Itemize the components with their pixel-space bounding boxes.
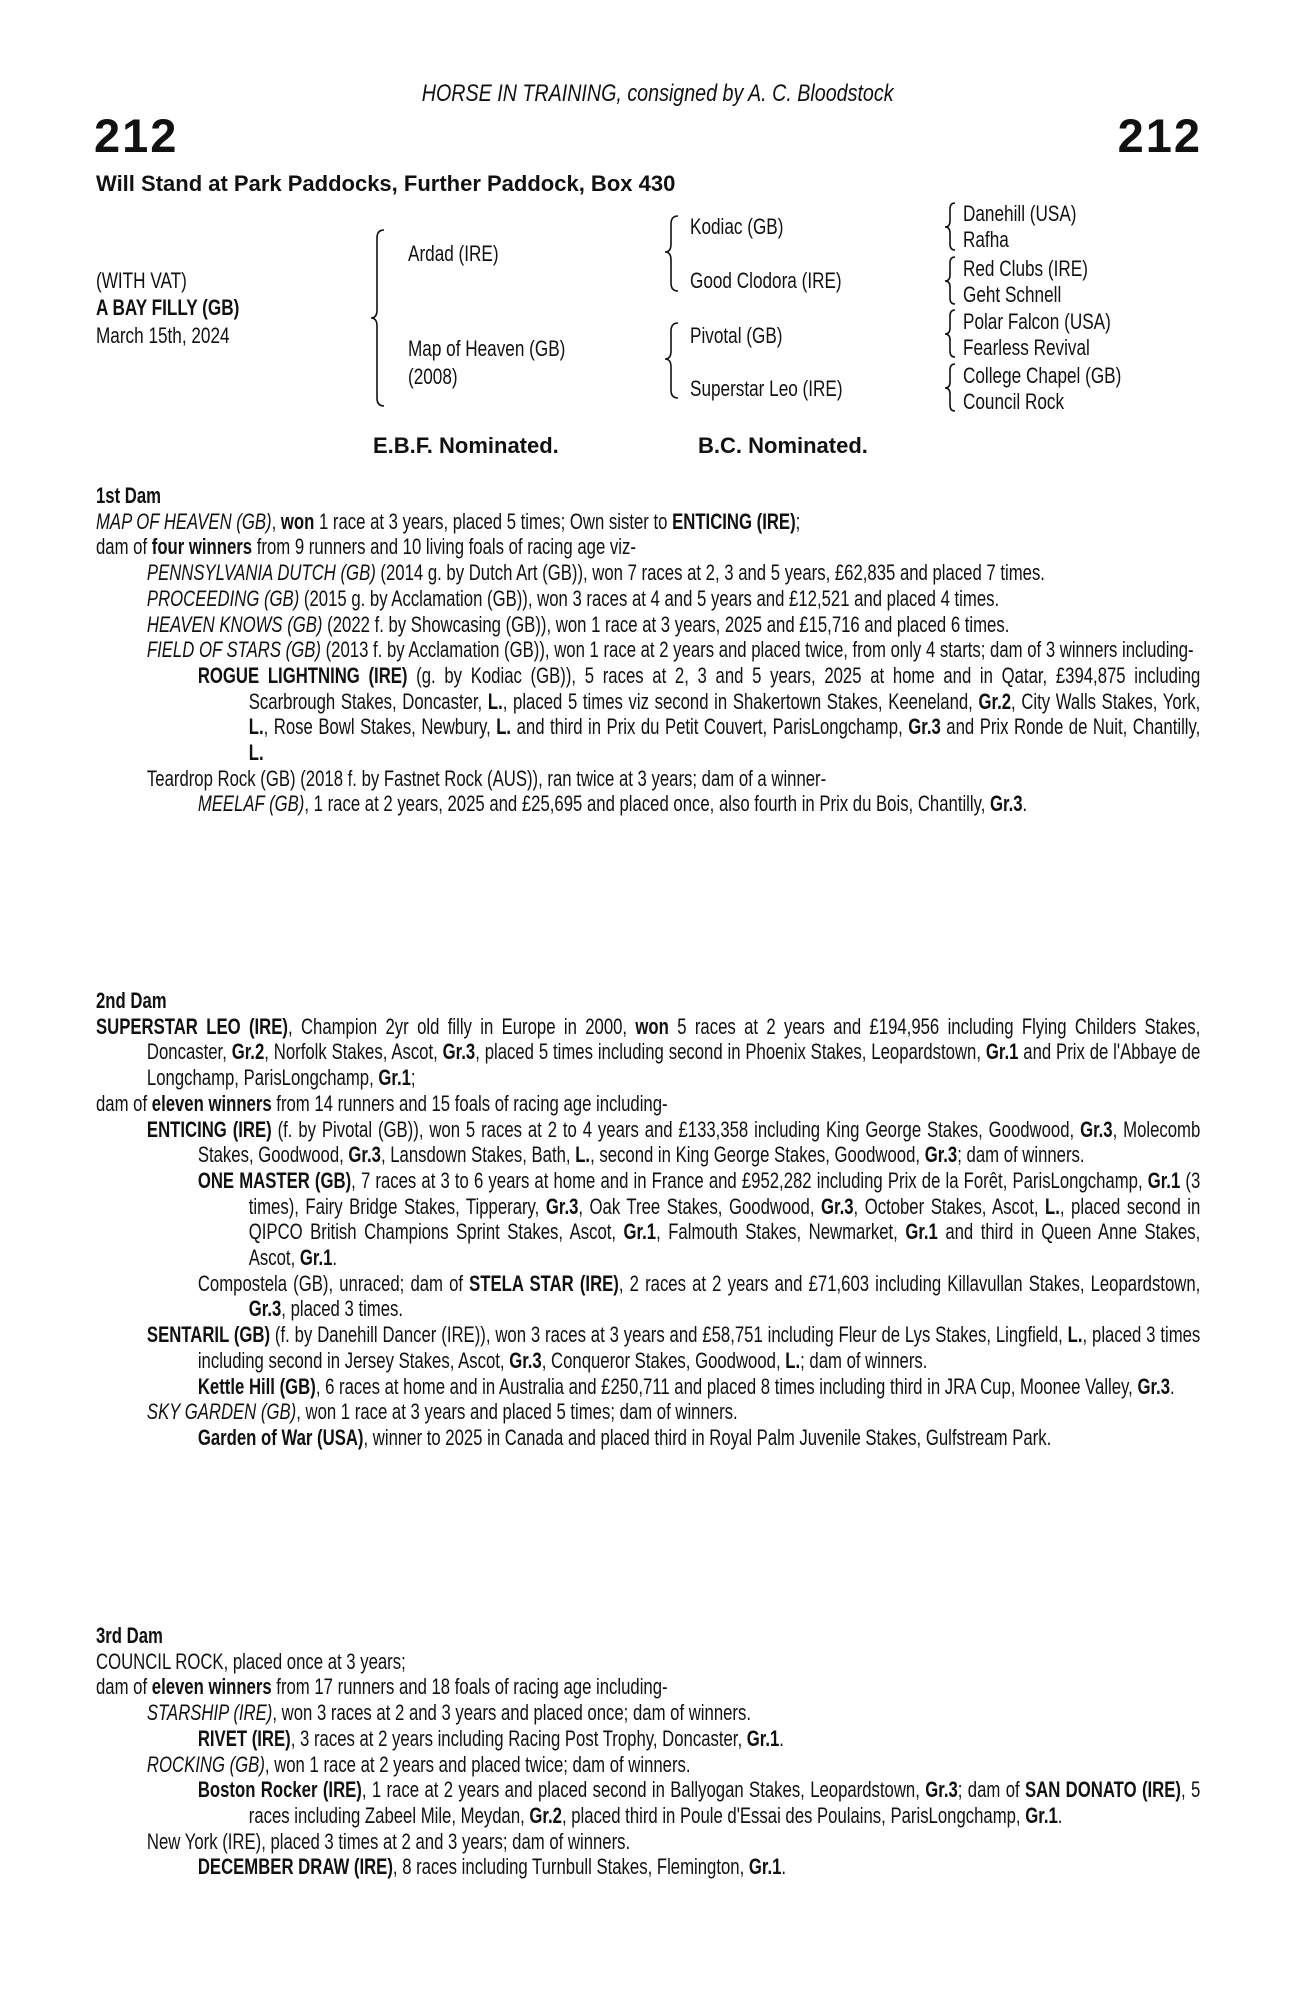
text-run: (2014 g. by Dutch Art (GB)), won 7 races at 2, 3 and 5 years, £62,835 and placed 7 times. bbox=[375, 560, 1045, 586]
text-run: (2015 g. by Acclamation (GB)), won 3 races at 4 and 5 years and £12,521 and placed 4 times. bbox=[299, 585, 1000, 611]
bold-text: ENTICING (IRE) bbox=[146, 1116, 272, 1142]
text-run: , won 3 races at 2 and 3 years and placed once; dam of winners. bbox=[272, 1700, 752, 1726]
text-run: and third in Prix du Petit Couvert, ParisLongchamp, bbox=[511, 714, 909, 740]
ancestor-name: Danehill (USA) bbox=[963, 201, 1077, 226]
text-run: (g. by Kodiac (GB)), 5 races at 2, 3 and 5 years, 2025 at home and in Qatar, £394,875 including Scarbrough Stakes, Doncaster, bbox=[248, 662, 1201, 714]
dam-sire-text: Pivotal (GB) bbox=[690, 323, 783, 348]
text-run: from 9 runners and 10 living foals of racing age viz- bbox=[252, 534, 636, 560]
pedigree-entry bbox=[96, 1399, 1200, 1425]
bold-text: Gr.1 bbox=[378, 1065, 411, 1091]
text-run: , 5 races including Zabeel Mile, Meydan, bbox=[248, 1777, 1201, 1828]
text-run: (f. by Danehill Dancer (IRE)), won 3 races at 3 years and £58,751 including Fleur de Lys Stakes, Lingfield, bbox=[270, 1322, 1068, 1348]
section-heading: 2nd Dam bbox=[96, 988, 167, 1013]
bold-text: Kettle Hill (GB) bbox=[197, 1373, 316, 1399]
text-run: and Prix Ronde de Nuit, Chantilly, bbox=[940, 714, 1201, 740]
brace-icon bbox=[665, 216, 678, 291]
pedigree-entry bbox=[96, 1726, 1200, 1752]
text-run: , 7 races at 3 to 6 years at home and in France and £952,282 including Prix de la Forêt, ParisLongchamp, bbox=[351, 1167, 1148, 1193]
italic-text: PROCEEDING (GB) bbox=[146, 585, 300, 611]
text-run: , Conqueror Stakes, Goodwood, bbox=[541, 1347, 786, 1373]
pedigree-entry bbox=[96, 663, 1200, 766]
bold-text: STELA STAR (IRE) bbox=[469, 1270, 619, 1296]
horse-name-text: A BAY FILLY (GB) bbox=[96, 295, 240, 320]
bold-text: Gr.3 bbox=[509, 1347, 542, 1373]
stabling-location: Will Stand at Park Paddocks, Further Paddock, Box 430 bbox=[96, 171, 676, 196]
text-run: , 3 races at 2 years including Racing Post Trophy, Doncaster, bbox=[290, 1725, 747, 1751]
bold-text: DECEMBER DRAW (IRE) bbox=[197, 1854, 393, 1880]
bold-text: Gr.1 bbox=[748, 1854, 782, 1880]
text-run: , second in King George Stakes, Goodwood, bbox=[590, 1142, 925, 1168]
dam-text: Map of Heaven (GB) bbox=[408, 336, 566, 361]
text-run: , Falmouth Stakes, Newmarket, bbox=[656, 1219, 906, 1245]
bold-text: Gr.3 bbox=[821, 1193, 854, 1219]
ancestor-name: College Chapel (GB) bbox=[963, 363, 1122, 388]
section-heading: 1st Dam bbox=[96, 483, 162, 508]
bold-text: Gr.3 bbox=[348, 1142, 381, 1168]
text-run: (2022 f. by Showcasing (GB)), won 1 race at 3 years, 2025 and £15,716 and placed 6 times. bbox=[322, 611, 1010, 637]
text-run: ; bbox=[410, 1065, 416, 1091]
italic-text: STARSHIP (IRE) bbox=[146, 1700, 273, 1726]
sire-dam-text: Good Clodora (IRE) bbox=[690, 268, 842, 293]
text-run: , City Walls Stakes, York, bbox=[1011, 688, 1201, 714]
bold-text: eleven winners bbox=[151, 1674, 272, 1700]
pedigree-entry bbox=[96, 1674, 1200, 1700]
text-run: . bbox=[1057, 1802, 1063, 1828]
bold-text: Gr.3 bbox=[1137, 1373, 1170, 1399]
text-run: , Champion 2yr old filly in Europe in 2000, bbox=[287, 1013, 636, 1039]
ancestor-name: Geht Schnell bbox=[963, 282, 1062, 307]
text-run: . bbox=[1022, 791, 1028, 817]
bold-text: L. bbox=[1067, 1322, 1083, 1348]
bold-text: won bbox=[635, 1013, 669, 1039]
text-run: and Prix de l'Abbaye de Longchamp, ParisLongchamp, bbox=[146, 1039, 1201, 1091]
bold-text: Gr.2 bbox=[231, 1039, 265, 1065]
pedigree-entry bbox=[96, 1014, 1200, 1091]
text-run: , placed 3 times including second in Jersey Stakes, Ascot, bbox=[197, 1322, 1201, 1373]
pedigree-entry bbox=[96, 1854, 1200, 1880]
italic-text: HEAVEN KNOWS (GB) bbox=[146, 611, 323, 637]
text-run: . bbox=[781, 1854, 787, 1880]
bold-text: Gr.3 bbox=[908, 714, 941, 740]
text-run: , 1 race at 2 years, 2025 and £25,695 and placed once, also fourth in Prix du Bois, Chantilly, bbox=[304, 791, 991, 817]
italic-text: FIELD OF STARS (GB) bbox=[146, 637, 321, 663]
text-run: Teardrop Rock (GB) (2018 f. by Fastnet Rock (AUS)), ran twice at 3 years; dam of a winner- bbox=[146, 765, 827, 791]
pedigree-braces bbox=[0, 0, 1315, 460]
bold-text: SAN DONATO (IRE) bbox=[1025, 1777, 1181, 1803]
pedigree-entry bbox=[96, 1168, 1200, 1271]
text-run: (2013 f. by Acclamation (GB)), won 1 race at 2 years and placed twice, from only 4 starts; dam of 3 winners including- bbox=[320, 637, 1194, 663]
text-run: from 14 runners and 15 foals of racing age including- bbox=[271, 1090, 668, 1116]
text-run: ; dam of bbox=[957, 1777, 1026, 1803]
text-run: dam of bbox=[96, 1674, 152, 1700]
bold-text: L. bbox=[785, 1347, 801, 1373]
text-run: , Norfolk Stakes, Ascot, bbox=[264, 1039, 443, 1065]
ancestor-name: Polar Falcon (USA) bbox=[963, 309, 1111, 334]
bold-text: Gr.1 bbox=[746, 1725, 780, 1751]
brace-icon bbox=[371, 230, 384, 406]
pedigree-entry bbox=[96, 1649, 1200, 1675]
text-run: (f. by Pivotal (GB)), won 5 races at 2 to 4 years and £133,358 including King George Stakes, Goodwood, bbox=[271, 1116, 1081, 1142]
pedigree-entry bbox=[96, 791, 1200, 817]
text-run: , Rose Bowl Stakes, Newbury, bbox=[263, 714, 497, 740]
bold-text: Gr.2 bbox=[978, 688, 1012, 714]
pedigree-entry bbox=[96, 586, 1200, 612]
pedigree-entry bbox=[96, 1374, 1200, 1400]
text-run: (3 times), Fairy Bridge Stakes, Tipperary, bbox=[248, 1167, 1201, 1219]
bold-text: Gr.3 bbox=[924, 1142, 958, 1168]
pedigree-entry bbox=[96, 560, 1200, 586]
text-run: COUNCIL ROCK, placed once at 3 years; bbox=[96, 1648, 406, 1674]
bold-text: Gr.3 bbox=[442, 1039, 476, 1065]
pedigree-entry bbox=[96, 1322, 1200, 1373]
pedigree-entry bbox=[96, 1091, 1200, 1117]
pedigree-entry bbox=[96, 1777, 1200, 1828]
text-run: and third in Queen Anne Stakes, Ascot, bbox=[248, 1219, 1201, 1271]
bold-text: ROGUE LIGHTNING (IRE) bbox=[197, 662, 408, 688]
consignment-text: HORSE IN TRAINING, consigned by A. C. Bloodstock bbox=[421, 80, 894, 107]
bold-text: ONE MASTER (GB) bbox=[197, 1167, 352, 1193]
pedigree-entry bbox=[96, 1271, 1200, 1322]
second-dam-section bbox=[96, 988, 1200, 1451]
text-run: , placed 5 times viz second in Shakertown Stakes, Keeneland, bbox=[502, 688, 979, 714]
pedigree-entry bbox=[96, 612, 1200, 638]
text-run: , 1 race at 2 years and placed second in Ballyogan Stakes, Leopardstown, bbox=[361, 1777, 926, 1803]
text-run: , Oak Tree Stakes, Goodwood, bbox=[578, 1193, 822, 1219]
pedigree-entry bbox=[96, 766, 1200, 792]
text-run: New York (IRE), placed 3 times at 2 and 3 years; dam of winners. bbox=[146, 1828, 631, 1854]
italic-text: SKY GARDEN (GB) bbox=[146, 1399, 297, 1425]
bold-text: Gr.1 bbox=[905, 1219, 938, 1245]
bold-text: Gr.2 bbox=[529, 1802, 562, 1828]
italic-text: MEELAF (GB) bbox=[197, 791, 305, 817]
pedigree-entry bbox=[96, 1425, 1200, 1451]
ancestor-name: Rafha bbox=[963, 227, 1009, 252]
text-run: , 2 races at 2 years and £71,603 including Killavullan Stakes, Leopardstown, bbox=[618, 1270, 1201, 1296]
italic-text: PENNSYLVANIA DUTCH (GB) bbox=[146, 560, 376, 586]
first-dam-section bbox=[96, 483, 1200, 817]
bold-text: four winners bbox=[151, 534, 253, 560]
brace-icon bbox=[665, 323, 678, 398]
pedigree-entry bbox=[96, 1700, 1200, 1726]
text-run: , placed third in Poule d'Essai des Poulains, ParisLongchamp, bbox=[561, 1802, 1026, 1828]
brace-icon bbox=[945, 203, 955, 250]
text-run: Compostela (GB), unraced; dam of bbox=[197, 1270, 470, 1296]
brace-icon bbox=[945, 310, 955, 357]
bold-text: L. bbox=[575, 1142, 591, 1168]
bold-text: Gr.3 bbox=[990, 791, 1023, 817]
text-run: , Molecomb Stakes, Goodwood, bbox=[197, 1116, 1201, 1168]
ebf-nomination: E.B.F. Nominated. bbox=[373, 433, 559, 458]
text-run: , October Stakes, Ascot, bbox=[853, 1193, 1046, 1219]
bold-text: ENTICING (IRE) bbox=[672, 508, 796, 534]
bold-text: L. bbox=[248, 714, 264, 740]
bold-text: L. bbox=[1045, 1193, 1060, 1219]
bold-text: Gr.3 bbox=[925, 1777, 958, 1803]
bold-text: RIVET (IRE) bbox=[197, 1725, 291, 1751]
text-run: , placed 3 times. bbox=[281, 1296, 404, 1322]
text-run: , placed 5 times including second in Phoenix Stakes, Leopardstown, bbox=[475, 1039, 986, 1065]
pedigree-entry bbox=[96, 1117, 1200, 1168]
text-run: , won 1 race at 3 years and placed 5 times; dam of winners. bbox=[296, 1399, 738, 1425]
bold-text: Gr.1 bbox=[1147, 1167, 1181, 1193]
brace-icon bbox=[945, 364, 955, 411]
entry-list bbox=[96, 1649, 1200, 1880]
text-run: , 8 races including Turnbull Stakes, Flemington, bbox=[392, 1854, 749, 1880]
sire-text: Ardad (IRE) bbox=[408, 241, 499, 266]
text-run: dam of bbox=[96, 1090, 152, 1116]
entry-list bbox=[96, 1014, 1200, 1451]
bold-text: Garden of War (USA) bbox=[197, 1424, 364, 1450]
brace-icon bbox=[945, 257, 955, 304]
italic-text: ROCKING (GB) bbox=[146, 1751, 265, 1777]
dam-dam-text: Superstar Leo (IRE) bbox=[690, 376, 843, 401]
text-run: 5 races at 2 years and £194,956 including Flying Childers Stakes, Doncaster, bbox=[146, 1013, 1201, 1065]
text-run: ; dam of winners. bbox=[957, 1142, 1085, 1168]
italic-text: MAP OF HEAVEN (GB) bbox=[96, 508, 272, 534]
bold-text: Gr.3 bbox=[1080, 1116, 1113, 1142]
text-run: from 17 runners and 18 foals of racing age including- bbox=[271, 1674, 668, 1700]
pedigree-entry bbox=[96, 637, 1200, 663]
ancestor-name: Red Clubs (IRE) bbox=[963, 256, 1088, 281]
text-run: ; bbox=[795, 508, 801, 534]
text-run: , bbox=[271, 508, 281, 534]
pedigree-entry bbox=[96, 1752, 1200, 1778]
bc-nomination: B.C. Nominated. bbox=[698, 433, 868, 458]
text-run: 1 race at 3 years, placed 5 times; Own sister to bbox=[314, 508, 673, 534]
pedigree-entry bbox=[96, 1829, 1200, 1855]
bold-text: L. bbox=[487, 688, 503, 714]
bold-text: Gr.1 bbox=[1025, 1802, 1058, 1828]
text-run: , won 1 race at 2 years and placed twice; dam of winners. bbox=[264, 1751, 691, 1777]
pedigree-entry bbox=[96, 534, 1200, 560]
text-run: , winner to 2025 in Canada and placed third in Royal Palm Juvenile Stakes, Gulfstream Park. bbox=[363, 1424, 1052, 1450]
text-run: . bbox=[779, 1725, 784, 1751]
ancestor-name: Fearless Revival bbox=[963, 335, 1090, 360]
pedigree-entry bbox=[96, 509, 1200, 535]
text-run: . bbox=[332, 1245, 338, 1271]
text-run: . bbox=[1169, 1373, 1175, 1399]
foaling-date-text: March 15th, 2024 bbox=[96, 323, 230, 348]
text-run: ; dam of winners. bbox=[800, 1347, 928, 1373]
bold-text: L. bbox=[248, 740, 264, 766]
section-heading: 3rd Dam bbox=[96, 1623, 163, 1648]
bold-text: Boston Rocker (IRE) bbox=[197, 1777, 362, 1803]
ancestor-name: Council Rock bbox=[963, 389, 1065, 414]
text-run: , placed second in QIPCO British Champions Sprint Stakes, Ascot, bbox=[248, 1193, 1201, 1245]
vat-text: (WITH VAT) bbox=[96, 268, 187, 293]
bold-text: Gr.3 bbox=[545, 1193, 579, 1219]
entry-list bbox=[96, 509, 1200, 817]
third-dam-section bbox=[96, 1623, 1200, 1880]
text-run: , 6 races at home and in Australia and £250,711 and placed 8 times including third in JRA Cup, Moonee Valley, bbox=[315, 1373, 1138, 1399]
text-run: dam of bbox=[96, 534, 152, 560]
bold-text: eleven winners bbox=[151, 1090, 272, 1116]
bold-text: L. bbox=[496, 714, 512, 740]
lot-number-right: 212 bbox=[1117, 109, 1202, 162]
lot-number-left: 212 bbox=[94, 109, 179, 162]
bold-text: Gr.1 bbox=[299, 1245, 333, 1271]
bold-text: Gr.3 bbox=[248, 1296, 282, 1322]
bold-text: won bbox=[280, 508, 315, 534]
bold-text: Gr.1 bbox=[623, 1219, 657, 1245]
dam-year-text: (2008) bbox=[408, 364, 458, 389]
text-run: , Lansdown Stakes, Bath, bbox=[380, 1142, 576, 1168]
bold-text: SUPERSTAR LEO (IRE) bbox=[96, 1013, 288, 1039]
bold-text: Gr.1 bbox=[985, 1039, 1019, 1065]
bold-text: SENTARIL (GB) bbox=[146, 1322, 271, 1348]
sire-sire-text: Kodiac (GB) bbox=[690, 214, 784, 239]
